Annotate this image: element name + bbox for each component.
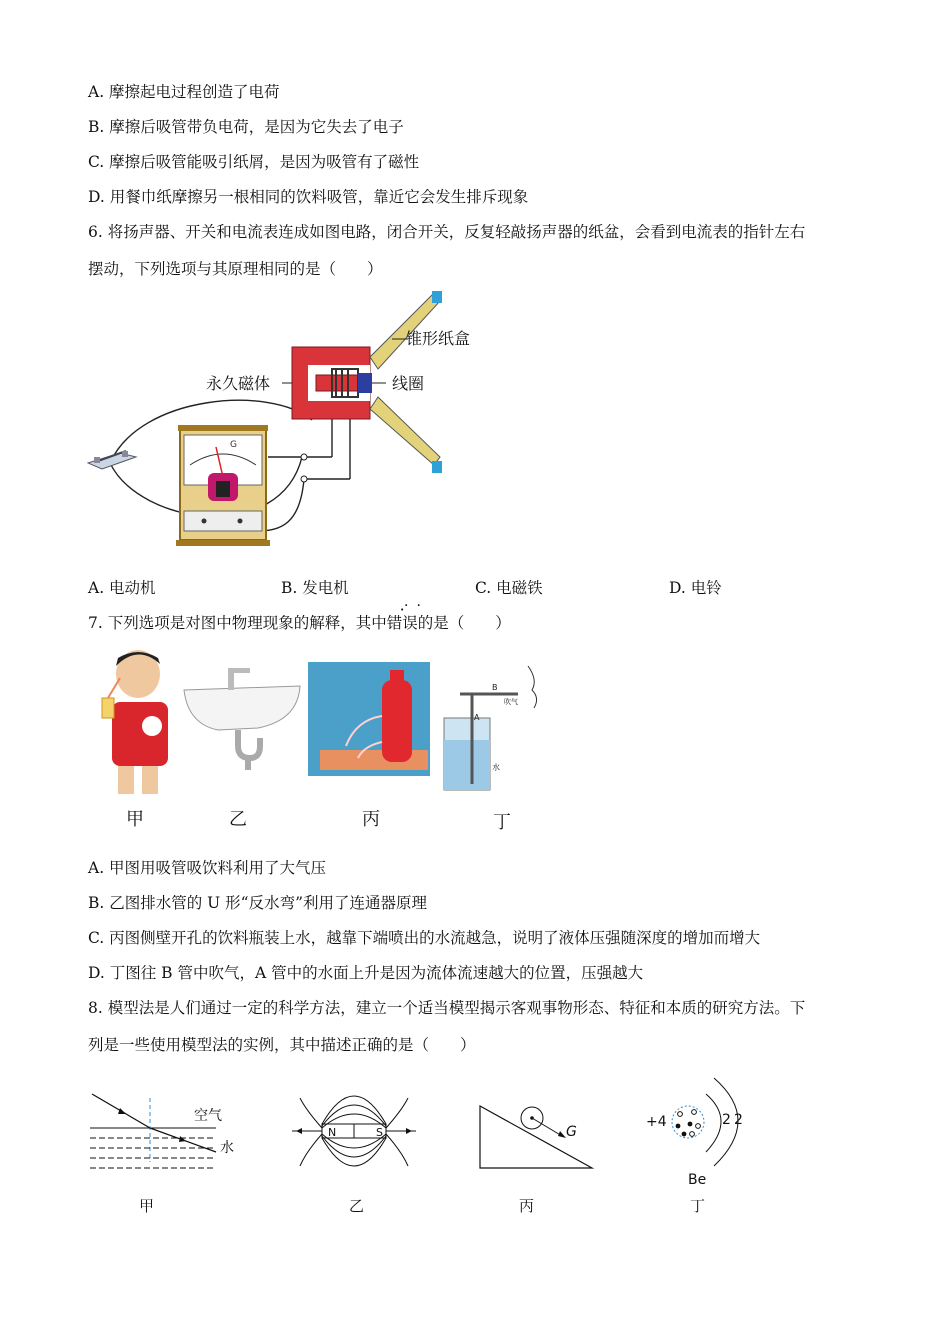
label-water: 水	[492, 763, 500, 772]
q7-caption-yi: 乙	[229, 809, 247, 830]
q7-stem-prefix: 7. 下列选项是对图中物理现象的解释，其中	[88, 614, 387, 632]
label-coil: 线圈	[392, 374, 425, 393]
q8-stem-line2: 列是一些使用模型法的实例，其中描述正确的是（ ）	[88, 1036, 476, 1054]
incline-model	[480, 1106, 592, 1168]
q7-option-c: C. 丙图侧壁开孔的饮料瓶装上水，越靠下端喷出的水流越急，说明了液体压强随深度的增加而增大	[88, 929, 761, 947]
phenomena-figure	[88, 646, 558, 798]
q8-caption-yi: 乙	[349, 1197, 365, 1215]
refraction-model	[90, 1094, 234, 1168]
q7-caption-jia: 甲	[126, 809, 144, 830]
q6-option-c: C. 电磁铁	[475, 579, 543, 597]
magnet-s: S	[376, 1126, 383, 1139]
label-magnet: 永久磁体	[206, 374, 271, 393]
q5-option-c: C. 摩擦后吸管能吸引纸屑，是因为吸管有了磁性	[88, 153, 420, 171]
q8-caption-ding: 丁	[690, 1197, 706, 1215]
q6-option-d: D. 电铃	[669, 579, 722, 597]
q7-stem-emphasis: 错误	[386, 614, 418, 632]
label-air: 空气	[194, 1108, 222, 1124]
sink-image	[184, 668, 300, 770]
q8-caption-jia: 甲	[139, 1197, 155, 1215]
element-symbol: Be	[688, 1172, 707, 1188]
label-b: B	[492, 683, 498, 692]
magnet-field-model	[292, 1096, 416, 1166]
label-a: A	[474, 713, 480, 722]
tube-blowing-image	[444, 666, 537, 790]
label-water-8: 水	[220, 1140, 234, 1156]
label-cone: 锥形纸盒	[406, 329, 471, 348]
q6-stem-line2: 摆动，下列选项与其原理相同的是（ ）	[88, 260, 383, 278]
speaker-circuit-figure	[80, 285, 500, 555]
atom-model	[646, 1078, 743, 1188]
galvanometer-icon	[176, 425, 270, 546]
label-g: G	[566, 1124, 577, 1140]
label-blow: 吹气	[504, 698, 518, 706]
q7-stem-suffix: 的是（ ）	[417, 614, 511, 632]
models-figure	[86, 1070, 766, 1200]
q7-caption-ding: 丁	[493, 812, 511, 833]
bottle-experiment-image	[308, 662, 430, 776]
q7-option-a: A. 甲图用吸管吸饮料利用了大气压	[88, 859, 327, 877]
q6-option-b: B. 发电机	[281, 579, 349, 597]
q5-option-d: D. 用餐巾纸摩擦另一根相同的饮料吸管，靠近它会发生排斥现象	[88, 188, 529, 206]
q7-caption-bing: 丙	[362, 809, 380, 830]
emphasis-dots: ··	[404, 598, 429, 614]
q6-stem-line1: 6. 将扬声器、开关和电流表连成如图电路，闭合开关，反复轻敲扬声器的纸盆，会看到电流表的指针左右	[88, 223, 806, 241]
q7-option-b: B. 乙图排水管的 U 形“反水弯”利用了连通器原理	[88, 894, 428, 912]
shell-2: 2	[734, 1112, 743, 1128]
boy-drinking-image	[102, 650, 168, 794]
q8-stem-line1: 8. 模型法是人们通过一定的科学方法，建立一个适当模型揭示客观事物形态、特征和本质的研究方法。下	[88, 999, 806, 1017]
nucleus-charge: +4	[646, 1114, 667, 1130]
meter-letter: G	[230, 440, 237, 450]
q5-option-a: A. 摩擦起电过程创造了电荷	[88, 83, 280, 101]
magnet-n: N	[328, 1126, 337, 1139]
q8-caption-bing: 丙	[519, 1197, 535, 1215]
q5-option-b: B. 摩擦后吸管带负电荷，是因为它失去了电子	[88, 118, 404, 136]
shell-1: 2	[722, 1112, 731, 1128]
q7-option-d: D. 丁图往 B 管中吹气，A 管中的水面上升是因为流体流速越大的位置，压强越大	[88, 964, 644, 982]
q7-stem	[88, 613, 511, 633]
q6-option-a: A. 电动机	[88, 579, 156, 597]
